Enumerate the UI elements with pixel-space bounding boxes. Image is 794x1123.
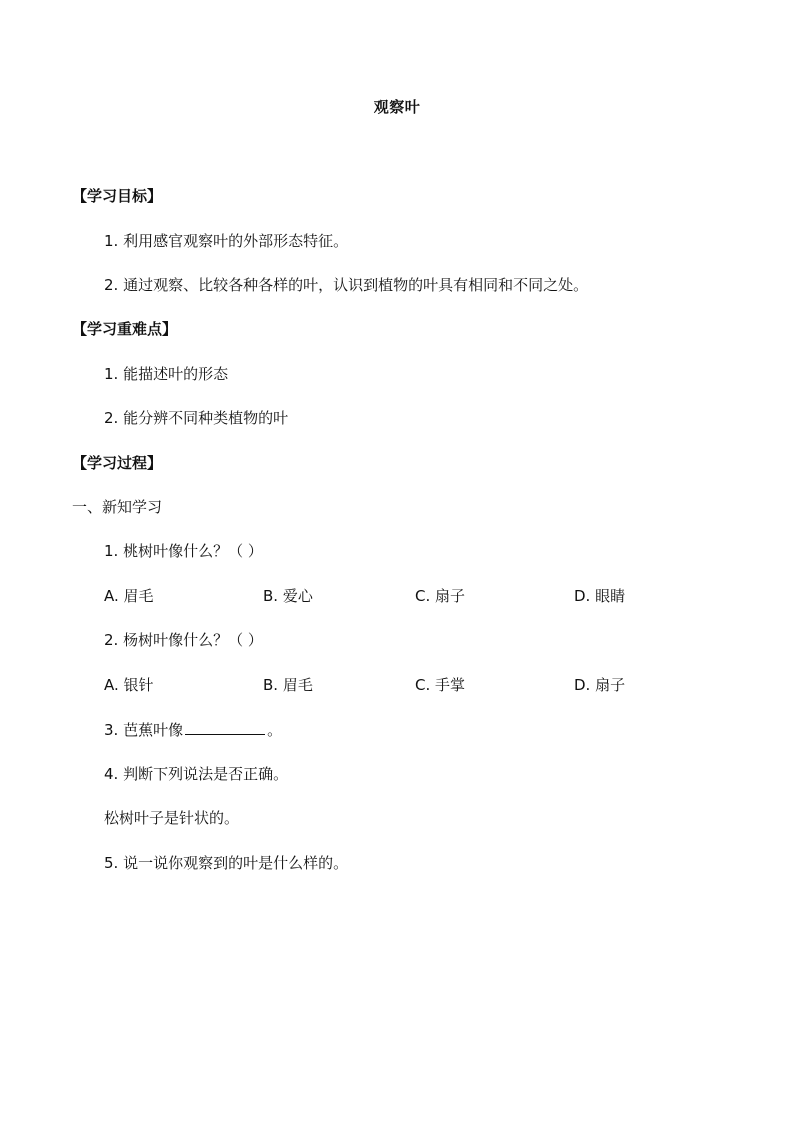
key-points-heading: 【学习重难点】	[72, 320, 178, 338]
q2-option-b: B. 眉毛	[263, 676, 313, 694]
question-1: 1. 桃树叶像什么？（ ）	[104, 542, 263, 560]
question-5: 5. 说一说你观察到的叶是什么样的。	[104, 854, 349, 872]
q2-option-c: C. 手掌	[415, 676, 466, 694]
question-3-prefix: 3. 芭蕉叶像	[104, 721, 184, 739]
key-point-2: 2. 能分辨不同种类植物的叶	[104, 409, 289, 427]
process-heading: 【学习过程】	[72, 454, 163, 472]
q1-option-c: C. 扇子	[415, 587, 466, 605]
section-new-learning: 一、新知学习	[72, 498, 163, 516]
goal-item-1: 1. 利用感官观察叶的外部形态特征。	[104, 232, 349, 250]
key-point-1: 1. 能描述叶的形态	[104, 365, 229, 383]
q2-option-d: D. 扇子	[574, 676, 626, 694]
goals-heading: 【学习目标】	[72, 187, 163, 205]
q1-option-a: A. 眉毛	[104, 587, 154, 605]
question-3-suffix: 。	[267, 721, 283, 739]
question-2: 2. 杨树叶像什么？（ ）	[104, 631, 263, 649]
answer-blank[interactable]	[185, 718, 265, 735]
goal-item-2: 2. 通过观察、比较各种各样的叶，认识到植物的叶具有相同和不同之处。	[104, 276, 589, 294]
q1-option-d: D. 眼睛	[574, 587, 626, 605]
question-4-statement: 松树叶子是针状的。	[104, 809, 240, 827]
q1-option-b: B. 爱心	[263, 587, 313, 605]
page-title: 观察叶	[373, 98, 421, 116]
q2-option-a: A. 银针	[104, 676, 154, 694]
question-4: 4. 判断下列说法是否正确。	[104, 765, 289, 783]
question-3	[104, 718, 282, 741]
